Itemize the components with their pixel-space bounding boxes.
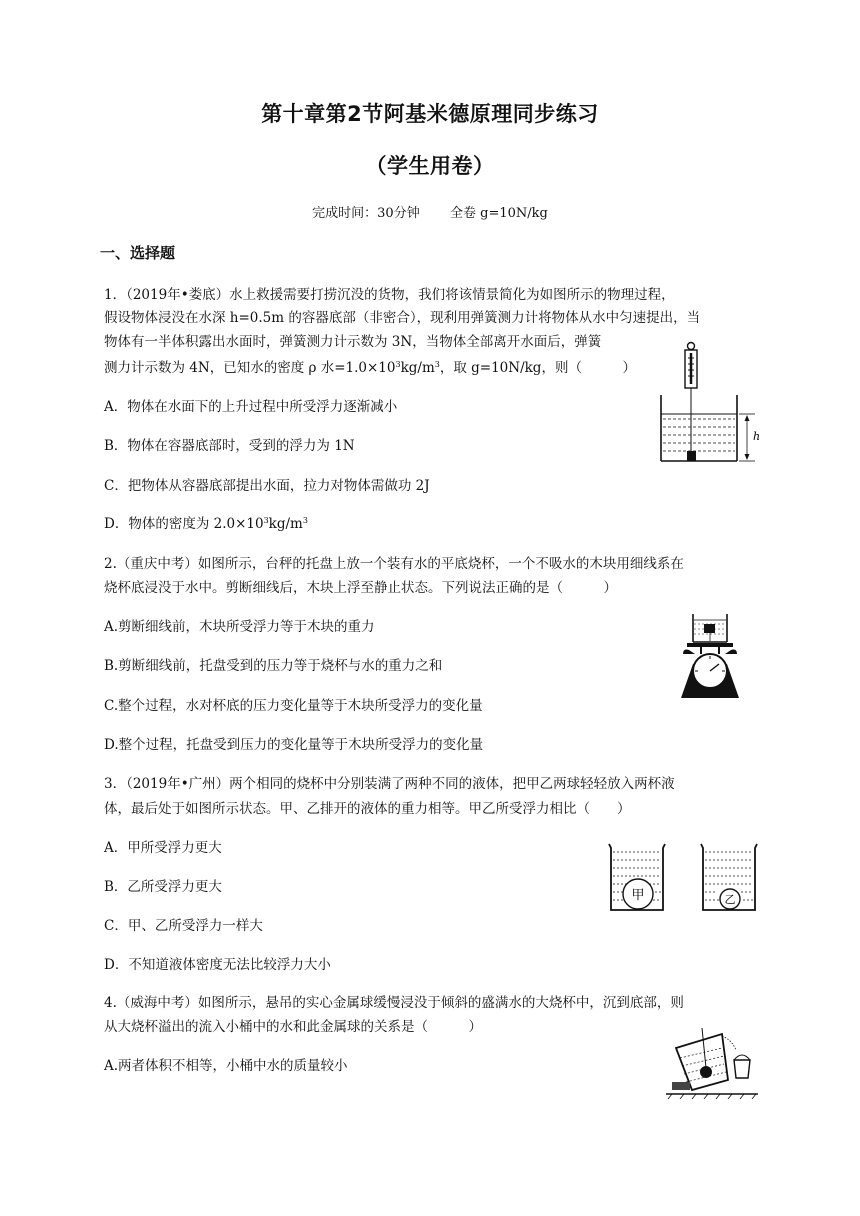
question-3-option-b: B．乙所受浮力更大 — [104, 879, 222, 895]
balance-scale-figure — [675, 612, 750, 702]
section-heading: 一、选择题 — [100, 244, 176, 262]
question-2-stem-line: 烧杯底浸没于水中。剪断细线后，木块上浮至静止状态。下列说法正确的是（ ） — [104, 580, 617, 596]
page-subtitle: （学生用卷） — [365, 154, 495, 178]
question-1-stem-line: 物体有一半体积露出水面时，弹簧测力计示数为 3N，当物体全部离开水面后，弹簧 — [104, 334, 602, 350]
exam-meta — [0, 202, 860, 221]
question-1-stem-line: 测力计示数为 4N，已知水的密度 ρ 水$=1.0\times 10^3kg/m^3$，取 g=10N/kg，则（ ） — [104, 360, 636, 376]
question-2-option-d: D.整个过程，托盘受到压力的变化量等于木块所受浮力的变化量 — [104, 737, 484, 753]
question-4-stem-line: 从大烧杯溢出的流入小桶中的水和此金属球的关系是（ ） — [104, 1019, 482, 1035]
question-3-stem-line: 体，最后处于如图所示状态。甲、乙排开的液体的重力相等。甲乙所受浮力相比（ ） — [104, 801, 631, 817]
question-2-option-c: C.整个过程，水对杯底的压力变化量等于木块所受浮力的变化量 — [104, 698, 483, 714]
tilted-beaker-figure — [662, 1028, 762, 1100]
question-1-stem-line: 假设物体浸没在水深 h=0.5m 的容器底部（非密合），现利用弹簧测力计将物体从水中匀速提出，当 — [104, 310, 701, 326]
ball-jia-label: 甲 — [631, 888, 645, 903]
question-2-stem-line: 2.（重庆中考）如图所示，台秤的托盘上放一个装有水的平底烧杯，一个不吸水的木块用细线系在 — [104, 556, 684, 572]
ball-yi-label: 乙 — [724, 893, 736, 906]
question-4-stem-line: 4.（威海中考）如图所示，悬吊的实心金属球缓慢浸没于倾斜的盛满水的大烧杯中，沉到底部，则 — [104, 995, 684, 1011]
question-1-option-d: D．物体的密度为 $2.0\times 10^3kg/m^3$ — [104, 516, 308, 532]
question-1-stem-line: 1．（2019年•娄底）水上救援需要打捞沉没的货物，我们将该情景简化为如图所示的物理过程， — [104, 287, 675, 303]
spring-scale-figure — [655, 340, 770, 465]
question-3-option-d: D．不知道液体密度无法比较浮力大小 — [104, 957, 331, 973]
question-2-option-a: A.剪断细线前，木块所受浮力等于木块的重力 — [104, 619, 375, 635]
question-4-option-a: A.两者体积不相等，小桶中水的质量较小 — [104, 1058, 348, 1074]
gravity-note: 全卷 g=10N/kg — [449, 206, 548, 221]
question-1-option-c: C．把物体从容器底部提出水面，拉力对物体需做功 2J — [104, 478, 430, 494]
two-beakers-figure — [605, 840, 765, 915]
question-1-option-b: B．物体在容器底部时，受到的浮力为 1N — [104, 438, 355, 454]
time-limit: 完成时间：30分钟 — [312, 206, 420, 221]
depth-label: h — [753, 430, 761, 443]
question-2-option-b: B.剪断细线前，托盘受到的压力等于烧杯与水的重力之和 — [104, 658, 443, 674]
question-3-option-a: A．甲所受浮力更大 — [104, 840, 222, 856]
page-title: 第十章第2节阿基米德原理同步练习 — [261, 102, 599, 126]
question-3-option-c: C．甲、乙所受浮力一样大 — [104, 918, 263, 934]
question-1-option-a: A．物体在水面下的上升过程中所受浮力逐渐减小 — [104, 399, 398, 415]
question-3-stem-line: 3．（2019年•广州）两个相同的烧杯中分别装满了两种不同的液体，把甲乙两球轻轻放入两杯液 — [104, 776, 675, 792]
